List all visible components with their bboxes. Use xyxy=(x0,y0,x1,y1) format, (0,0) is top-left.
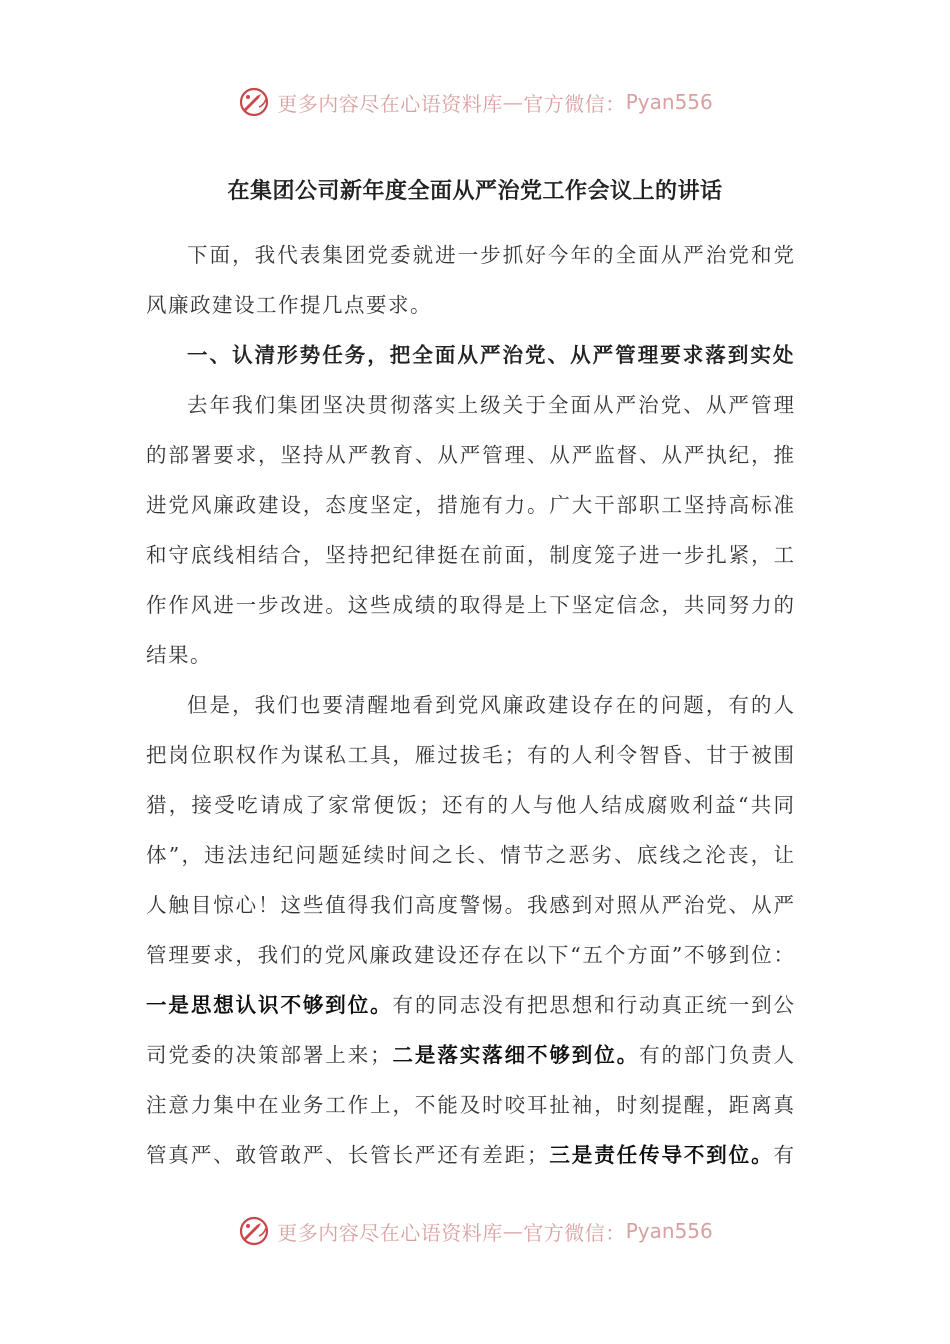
pen-logo-icon xyxy=(237,85,271,119)
para2-line-1: 但是，我们也要清醒地看到党风廉政建设存在的问题，有的人 xyxy=(187,693,794,717)
point-2-pre: 司党委的决策部署上来； xyxy=(146,1043,391,1067)
watermark-header xyxy=(0,82,950,122)
para2-line-8 xyxy=(146,1030,794,1080)
watermark-label: 官方微信： xyxy=(523,91,626,116)
para2-line-5: 人触目惊心！这些值得我们高度警惕。我感到对照从严治党、从严 xyxy=(146,893,794,917)
watermark-text: 更多内容尽在心语资料库 xyxy=(277,91,503,116)
point-3-text: 有 xyxy=(773,1143,794,1167)
point-2-text: 有的部门负责人 xyxy=(639,1043,794,1067)
watermark-text: 更多内容尽在心语资料库 xyxy=(277,1220,503,1245)
document-body xyxy=(146,230,794,1180)
para2-line-9: 注意力集中在业务工作上，不能及时咬耳扯袖，时刻提醒，距离真 xyxy=(146,1093,794,1117)
para2-line-3: 猎，接受吃请成了家常便饭；还有的人与他人结成腐败利益“共同 xyxy=(146,793,794,817)
para2-line-10 xyxy=(146,1130,794,1180)
para2-line-2: 把岗位职权作为谋私工具，雁过拔毛；有的人利令智昏、甘于被围 xyxy=(146,743,794,767)
watermark-label: 官方微信： xyxy=(523,1220,626,1245)
watermark-separator: — xyxy=(502,1219,524,1243)
page-title: 在集团公司新年度全面从严治党工作会议上的讲话 xyxy=(227,179,723,204)
para1-line-1: 去年我们集团坚决贯彻落实上级关于全面从严治党、从严管理 xyxy=(187,393,794,417)
para1-line-5: 作作风进一步改进。这些成绩的取得是上下坚定信念，共同努力的 xyxy=(146,593,794,617)
para1-line-4: 和守底线相结合，坚持把纪律挺在前面，制度笼子进一步扎紧，工 xyxy=(146,543,794,567)
intro-line-1: 下面，我代表集团党委就进一步抓好今年的全面从严治党和党 xyxy=(187,243,794,267)
section-1-heading: 一、认清形势任务，把全面从严治党、从严管理要求落到实处 xyxy=(187,343,794,367)
intro-line-2: 风廉政建设工作提几点要求。 xyxy=(146,293,432,317)
para1-line-6: 结果。 xyxy=(146,643,212,667)
pen-logo-icon xyxy=(237,1214,271,1248)
point-3-bold: 三是责任传导不到位。 xyxy=(547,1143,774,1167)
point-3-pre: 管真严、敢管敢严、长管长严还有差距； xyxy=(146,1143,548,1167)
point-1-text: 有的同志没有把思想和行动真正统一到公 xyxy=(392,993,794,1017)
watermark-id: Pyan556 xyxy=(625,90,713,114)
point-1-bold: 一是思想认识不够到位。 xyxy=(146,993,393,1017)
point-2-bold: 二是落实落细不够到位。 xyxy=(390,1043,640,1067)
para1-line-3: 进党风廉政建设，态度坚定，措施有力。广大干部职工坚持高标准 xyxy=(146,493,794,517)
watermark-id: Pyan556 xyxy=(625,1219,713,1243)
para2-line-7 xyxy=(146,980,794,1030)
para2-line-4: 体”，违法违纪问题延续时间之长、情节之恶劣、底线之沦丧，让 xyxy=(146,843,794,867)
para2-line-6: 管理要求，我们的党风廉政建设还存在以下“五个方面”不够到位： xyxy=(146,943,794,967)
watermark-footer xyxy=(0,1211,950,1251)
para1-line-2: 的部署要求，坚持从严教育、从严管理、从严监督、从严执纪，推 xyxy=(146,443,794,467)
watermark-separator: — xyxy=(502,90,524,114)
